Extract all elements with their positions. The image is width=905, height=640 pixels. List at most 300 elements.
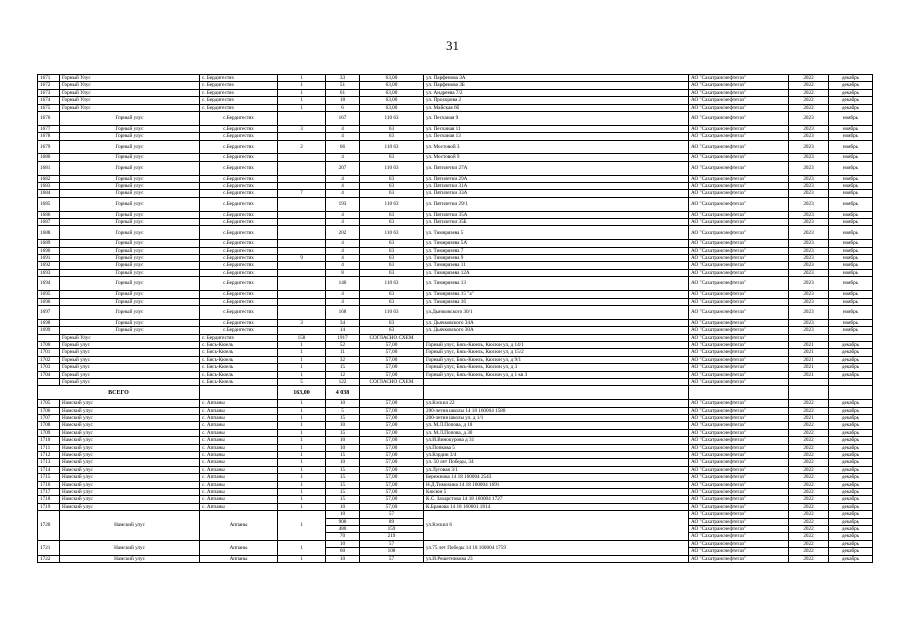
address-cell: Н.Д.Тимохина 14 18 160004 1691 <box>424 481 689 488</box>
row-number-cell: 1716 <box>38 481 60 488</box>
empty-cell <box>689 386 789 400</box>
settlement-cell: с.Бердигестях <box>200 161 278 175</box>
row-number-cell <box>38 378 60 385</box>
length-cell: 15 <box>326 496 360 503</box>
length-cell: 4 <box>326 154 360 161</box>
count-cell: 1 <box>278 89 326 96</box>
organization-cell: АО "Сахатранснефтегаз" <box>689 489 789 496</box>
diameter-cell: 63,00 <box>360 75 424 82</box>
address-cell: ул. Пятилетки 29А <box>424 175 689 182</box>
organization-cell: АО "Сахатранснефтегаз" <box>689 133 789 140</box>
month-cell: ноябрь <box>829 183 873 190</box>
row-number-cell: 1702 <box>38 356 60 363</box>
address-cell: ул.Кэскил 22 <box>424 400 689 407</box>
settlement-cell: с.Бердигестях <box>200 291 278 298</box>
length-cell: 140 <box>326 277 360 291</box>
table-row <box>38 277 873 291</box>
length-cell: 4 <box>326 133 360 140</box>
settlement-cell: с. Аппаны <box>200 489 278 496</box>
row-number-cell: 1681 <box>38 161 60 175</box>
month-cell: декабрь <box>829 422 873 429</box>
length-cell: 4 <box>326 240 360 247</box>
table-row <box>38 540 873 547</box>
organization-cell: АО "Сахатранснефтегаз" <box>689 429 789 436</box>
length-cell: 11 <box>326 349 360 356</box>
inventory-table-sheet <box>37 74 872 563</box>
diameter-cell: 57,00 <box>360 496 424 503</box>
organization-cell: АО "Сахатранснефтегаз" <box>689 305 789 319</box>
diameter-cell: 63 <box>360 269 424 276</box>
address-cell: К.С. Захарстова 14 18 160004 1727 <box>424 496 689 503</box>
total-length: 4 038 <box>326 386 360 400</box>
district-cell: Горный улус <box>60 240 200 247</box>
settlement-cell: с.Бердигестях <box>200 125 278 132</box>
month-cell: декабрь <box>829 341 873 348</box>
length-cell: 4 <box>326 247 360 254</box>
row-number-cell: 1682 <box>38 175 60 182</box>
year-cell: 2022 <box>789 400 829 407</box>
length-cell: 52 <box>326 341 360 348</box>
year-cell: 2021 <box>789 341 829 348</box>
settlement-cell: с. Аппаны <box>200 466 278 473</box>
year-cell: 2022 <box>789 481 829 488</box>
row-number-cell: 1673 <box>38 89 60 96</box>
count-cell: 1 <box>278 82 326 89</box>
district-cell: Намский улус <box>60 444 200 451</box>
count-cell: 1 <box>278 341 326 348</box>
district-cell: Горный улус <box>60 226 200 240</box>
organization-cell: АО "Сахатранснефтегаз" <box>689 262 789 269</box>
settlement-cell: с. Аппаны <box>200 407 278 414</box>
diameter-cell: 63 <box>360 133 424 140</box>
district-cell: Намский улус <box>60 489 200 496</box>
settlement-cell: с. Аппаны <box>200 474 278 481</box>
length-cell: 60 <box>326 548 360 555</box>
year-cell: 2022 <box>789 407 829 414</box>
district-cell: Горный улус <box>60 154 200 161</box>
address-cell: Горный улус, Бясь-Кюель, Кюсюн ул, д 9/1 <box>424 356 689 363</box>
count-cell: 1 <box>278 364 326 371</box>
settlement-cell: с.Бердигестях <box>200 298 278 305</box>
year-cell: 2023 <box>789 154 829 161</box>
organization-cell: АО "Сахатранснефтегаз" <box>689 125 789 132</box>
address-cell: ул. Песчаная 13 <box>424 133 689 140</box>
settlement-cell: с.Бердигестях <box>200 133 278 140</box>
month-cell: декабрь <box>829 496 873 503</box>
count-cell: 1 <box>278 459 326 466</box>
month-cell: декабрь <box>829 356 873 363</box>
diameter-cell: 63,00 <box>360 82 424 89</box>
organization-cell: АО "Сахатранснефтегаз" <box>689 190 789 197</box>
settlement-cell: с.Бердигестях <box>200 140 278 154</box>
district-cell: Горный улус <box>60 291 200 298</box>
inventory-table <box>37 74 873 563</box>
diameter-cell: 63 <box>360 183 424 190</box>
district-cell: Горный улус <box>60 371 200 378</box>
row-number-cell: 1707 <box>38 414 60 421</box>
settlement-cell: с. Аппаны <box>200 429 278 436</box>
organization-cell: АО "Сахатранснефтегаз" <box>689 140 789 154</box>
row-number-cell: 1683 <box>38 183 60 190</box>
organization-cell: АО "Сахатранснефтегаз" <box>689 378 789 385</box>
count-cell: 1 <box>278 97 326 104</box>
address-cell: ул.Луговая 3/1 <box>424 466 689 473</box>
diameter-cell: 63,00 <box>360 89 424 96</box>
diameter-cell: 57,00 <box>360 429 424 436</box>
length-cell: 207 <box>326 161 360 175</box>
month-cell: декабрь <box>829 407 873 414</box>
month-cell: декабрь <box>829 97 873 104</box>
year-cell: 2023 <box>789 112 829 126</box>
address-cell: ул. Тимирязева 9 <box>424 255 689 262</box>
table-row <box>38 429 873 436</box>
row-number-cell: 1697 <box>38 305 60 319</box>
length-cell: 4 <box>326 183 360 190</box>
count-cell: 1 <box>278 414 326 421</box>
count-cell: 1 <box>278 489 326 496</box>
address-cell: ул. Дьячковского 30А <box>424 327 689 334</box>
settlement-cell: Аппаны <box>200 511 278 541</box>
year-cell: 2021 <box>789 371 829 378</box>
table-row <box>38 327 873 334</box>
year-cell: 2022 <box>789 89 829 96</box>
table-row <box>38 481 873 488</box>
settlement-cell: с.Бердигестях <box>200 112 278 126</box>
month-cell: декабрь <box>829 364 873 371</box>
month-cell: ноябрь <box>829 291 873 298</box>
year-cell: 2023 <box>789 327 829 334</box>
row-number-cell: 1710 <box>38 437 60 444</box>
year-cell: 2022 <box>789 437 829 444</box>
organization-cell: АО "Сахатранснефтегаз" <box>689 211 789 218</box>
count-cell: 1 <box>278 444 326 451</box>
month-cell: декабрь <box>829 400 873 407</box>
row-number-cell: 1696 <box>38 298 60 305</box>
diameter-cell: СОГЛАСНО СХЕМ <box>360 334 424 341</box>
district-cell: Горный улус <box>60 378 200 385</box>
year-cell: 2022 <box>789 489 829 496</box>
year-cell: 2021 <box>789 349 829 356</box>
organization-cell: АО "Сахатранснефтегаз" <box>689 526 789 533</box>
length-cell: 33 <box>326 75 360 82</box>
address-cell: ул. Парфенова 3А <box>424 75 689 82</box>
diameter-cell: 57,00 <box>360 459 424 466</box>
table-row <box>38 197 873 211</box>
count-cell <box>278 226 326 240</box>
table-row <box>38 75 873 82</box>
address-cell: ул.Попкова 5 <box>424 444 689 451</box>
length-cell: 8 <box>326 269 360 276</box>
diameter-cell: 63 <box>360 255 424 262</box>
district-cell: Горный улус <box>60 255 200 262</box>
organization-cell: АО "Сахатранснефтегаз" <box>689 400 789 407</box>
year-cell: 2023 <box>789 255 829 262</box>
settlement-cell: с.Бердигестях <box>200 197 278 211</box>
address-cell: ул. Мостовой 3 <box>424 140 689 154</box>
count-cell: 1 <box>278 511 326 541</box>
organization-cell: АО "Сахатранснефтегаз" <box>689 298 789 305</box>
address-cell: ул. Тимирязева 12А <box>424 269 689 276</box>
organization-cell: АО "Сахатранснефтегаз" <box>689 414 789 421</box>
count-cell <box>278 298 326 305</box>
district-cell: Горный улус <box>60 211 200 218</box>
settlement-cell: с.Бердигестях <box>200 262 278 269</box>
length-cell: 14 <box>326 327 360 334</box>
row-number-cell: 1685 <box>38 197 60 211</box>
table-row <box>38 511 873 518</box>
address-cell: ул.И.Решетникова 23 <box>424 555 689 562</box>
address-cell: ул. Пятилетки 35Б <box>424 219 689 226</box>
organization-cell: АО "Сахатранснефтегаз" <box>689 407 789 414</box>
row-number-cell: 1721 <box>38 540 60 555</box>
address-cell: ул. Тимирязева 13 <box>424 277 689 291</box>
length-cell: 167 <box>326 112 360 126</box>
year-cell: 2022 <box>789 533 829 540</box>
length-cell: 10 <box>326 444 360 451</box>
count-cell: 2 <box>278 140 326 154</box>
district-cell: Горный улус <box>60 327 200 334</box>
count-cell <box>278 175 326 182</box>
year-cell: 2022 <box>789 511 829 518</box>
length-cell: 4 <box>326 175 360 182</box>
diameter-cell: 63 <box>360 175 424 182</box>
diameter-cell: 63,00 <box>360 104 424 111</box>
month-cell: декабрь <box>829 518 873 525</box>
row-number-cell: 1700 <box>38 341 60 348</box>
diameter-cell: 57,00 <box>360 341 424 348</box>
count-cell: 5 <box>278 378 326 385</box>
year-cell: 2023 <box>789 211 829 218</box>
count-cell: 1 <box>278 452 326 459</box>
length-cell: 10 <box>326 437 360 444</box>
row-number-cell: 1677 <box>38 125 60 132</box>
table-row <box>38 226 873 240</box>
district-cell: Намский улус <box>60 474 200 481</box>
organization-cell: АО "Сахатранснефтегаз" <box>689 226 789 240</box>
total-row <box>38 386 873 400</box>
district-cell: Намский улус <box>60 414 200 421</box>
table-row <box>38 298 873 305</box>
month-cell: декабрь <box>829 533 873 540</box>
diameter-cell: 57 <box>360 555 424 562</box>
month-cell: декабрь <box>829 371 873 378</box>
length-cell: 15 <box>326 364 360 371</box>
settlement-cell: с.Бердигестях <box>200 219 278 226</box>
length-cell: 10 <box>326 540 360 547</box>
organization-cell: АО "Сахатранснефтегаз" <box>689 452 789 459</box>
table-row <box>38 378 873 385</box>
row-number-cell: 1692 <box>38 262 60 269</box>
month-cell: ноябрь <box>829 240 873 247</box>
count-cell: 1 <box>278 481 326 488</box>
diameter-cell: 57,00 <box>360 466 424 473</box>
address-cell: Горный улус, Бясь-Кюель, Кюсюн ул, д 1 кв 3 <box>424 371 689 378</box>
settlement-cell: с. Бясь-Кюель <box>200 364 278 371</box>
month-cell: декабрь <box>829 414 873 421</box>
row-number-cell: 1712 <box>38 452 60 459</box>
district-cell: Горный Улус <box>60 75 200 82</box>
diameter-cell: 57,00 <box>360 422 424 429</box>
address-cell: ул. Тимирязева 16 <box>424 298 689 305</box>
table-row <box>38 364 873 371</box>
district-cell: Горный улус <box>60 190 200 197</box>
settlement-cell: с.Бердигестях <box>200 247 278 254</box>
organization-cell: АО "Сахатранснефтегаз" <box>689 89 789 96</box>
diameter-cell: 63 <box>360 327 424 334</box>
settlement-cell: с.Бердигестях <box>200 327 278 334</box>
district-cell: Горный улус <box>60 219 200 226</box>
length-cell: 4 <box>326 262 360 269</box>
organization-cell: АО "Сахатранснефтегаз" <box>689 183 789 190</box>
table-row <box>38 496 873 503</box>
organization-cell: АО "Сахатранснефтегаз" <box>689 161 789 175</box>
district-cell: Горный улус <box>60 277 200 291</box>
address-cell: 200-летия школы ул. д 1/1 <box>424 414 689 421</box>
organization-cell: АО "Сахатранснефтегаз" <box>689 474 789 481</box>
length-cell: 32 <box>326 356 360 363</box>
organization-cell: АО "Сахатранснефтегаз" <box>689 496 789 503</box>
address-cell: ул.Дьячковского 30/1 <box>424 305 689 319</box>
address-cell: ул. Тимирязева 7 <box>424 247 689 254</box>
settlement-cell: с. Аппаны <box>200 503 278 510</box>
month-cell: декабрь <box>829 503 873 510</box>
district-cell: Горный Улус <box>60 104 200 111</box>
length-cell: 202 <box>326 226 360 240</box>
month-cell: декабрь <box>829 466 873 473</box>
organization-cell: АО "Сахатранснефтегаз" <box>689 518 789 525</box>
month-cell: ноябрь <box>829 161 873 175</box>
year-cell: 2021 <box>789 364 829 371</box>
count-cell <box>278 240 326 247</box>
year-cell: 2022 <box>789 452 829 459</box>
settlement-cell: с. Бердигестях <box>200 334 278 341</box>
count-cell: 1 <box>278 503 326 510</box>
district-cell: Намский улус <box>60 496 200 503</box>
district-cell: Горный Улус <box>60 82 200 89</box>
count-cell <box>278 161 326 175</box>
month-cell: декабрь <box>829 511 873 518</box>
district-cell: Намский улус <box>60 459 200 466</box>
count-cell <box>278 112 326 126</box>
month-cell: ноябрь <box>829 262 873 269</box>
organization-cell: АО "Сахатранснефтегаз" <box>689 255 789 262</box>
table-row <box>38 356 873 363</box>
total-count: 163,00 <box>278 386 326 400</box>
address-cell: ул. М.Л.Попова, д 18 <box>424 422 689 429</box>
row-number-cell: 1674 <box>38 97 60 104</box>
table-row <box>38 161 873 175</box>
district-cell: Горный улус <box>60 112 200 126</box>
settlement-cell: с.Бердигестях <box>200 240 278 247</box>
month-cell: декабрь <box>829 104 873 111</box>
diameter-cell: 110 63 <box>360 305 424 319</box>
settlement-cell: с. Бердигестях <box>200 82 278 89</box>
settlement-cell: с. Бясь-Кюель <box>200 371 278 378</box>
month-cell: ноябрь <box>829 175 873 182</box>
district-cell: Намский улус <box>60 400 200 407</box>
organization-cell: АО "Сахатранснефтегаз" <box>689 277 789 291</box>
table-row <box>38 503 873 510</box>
address-cell: ул. Песчаная 9 <box>424 112 689 126</box>
year-cell <box>789 378 829 385</box>
count-cell <box>278 133 326 140</box>
diameter-cell: 57,00 <box>360 503 424 510</box>
length-cell: 10 <box>326 511 360 518</box>
address-cell: ул. Пятилетки 31А <box>424 183 689 190</box>
month-cell: ноябрь <box>829 247 873 254</box>
row-number-cell: 1715 <box>38 474 60 481</box>
table-row <box>38 305 873 319</box>
organization-cell: АО "Сахатранснефтегаз" <box>689 422 789 429</box>
count-cell: 1 <box>278 356 326 363</box>
length-cell: 4 <box>326 291 360 298</box>
count-cell: 1 <box>278 496 326 503</box>
count-cell: 1 <box>278 371 326 378</box>
row-number-cell: 1698 <box>38 319 60 326</box>
year-cell <box>789 334 829 341</box>
year-cell: 2023 <box>789 133 829 140</box>
year-cell: 2023 <box>789 125 829 132</box>
diameter-cell: 57 <box>360 511 424 518</box>
year-cell: 2023 <box>789 219 829 226</box>
table-row <box>38 255 873 262</box>
row-number-cell: 1704 <box>38 371 60 378</box>
organization-cell: АО "Сахатранснефтегаз" <box>689 334 789 341</box>
total-label: ВСЕГО <box>38 386 200 400</box>
district-cell: Горный улус <box>60 247 200 254</box>
diameter-cell: 57,00 <box>360 407 424 414</box>
address-cell: 200-летия школы 14 18 160004 1588 <box>424 407 689 414</box>
count-cell: 1 <box>278 349 326 356</box>
row-number-cell: 1708 <box>38 422 60 429</box>
district-cell: Горный улус <box>60 305 200 319</box>
row-number-cell: 1678 <box>38 133 60 140</box>
address-cell: ул. Песчаная 11 <box>424 125 689 132</box>
count-cell <box>278 269 326 276</box>
year-cell: 2023 <box>789 175 829 182</box>
settlement-cell: с.Бердигестях <box>200 277 278 291</box>
month-cell <box>829 334 873 341</box>
row-number-cell: 1690 <box>38 247 60 254</box>
count-cell <box>278 183 326 190</box>
organization-cell: АО "Сахатранснефтегаз" <box>689 533 789 540</box>
row-number-cell: 1719 <box>38 503 60 510</box>
empty-cell <box>829 386 873 400</box>
count-cell: 7 <box>278 190 326 197</box>
length-cell: 4 <box>326 125 360 132</box>
row-number-cell: 1718 <box>38 496 60 503</box>
length-cell: 18 <box>326 97 360 104</box>
year-cell: 2022 <box>789 496 829 503</box>
district-cell: Горный улус <box>60 341 200 348</box>
row-number-cell: 1688 <box>38 226 60 240</box>
month-cell: ноябрь <box>829 269 873 276</box>
district-cell: Намский улус <box>60 407 200 414</box>
diameter-cell: 63 <box>360 262 424 269</box>
empty-cell <box>360 386 424 400</box>
settlement-cell: с.Бердигестях <box>200 305 278 319</box>
address-cell: ул. Пятилетки 33А <box>424 190 689 197</box>
organization-cell: АО "Сахатранснефтегаз" <box>689 327 789 334</box>
table-row <box>38 414 873 421</box>
count-cell: 1 <box>278 466 326 473</box>
length-cell: 15 <box>326 429 360 436</box>
organization-cell: АО "Сахатранснефтегаз" <box>689 437 789 444</box>
district-cell: Намский улус <box>60 422 200 429</box>
address-cell: ул. Парфенова 3Б <box>424 82 689 89</box>
diameter-cell: 110 63 <box>360 112 424 126</box>
organization-cell: АО "Сахатранснефтегаз" <box>689 466 789 473</box>
